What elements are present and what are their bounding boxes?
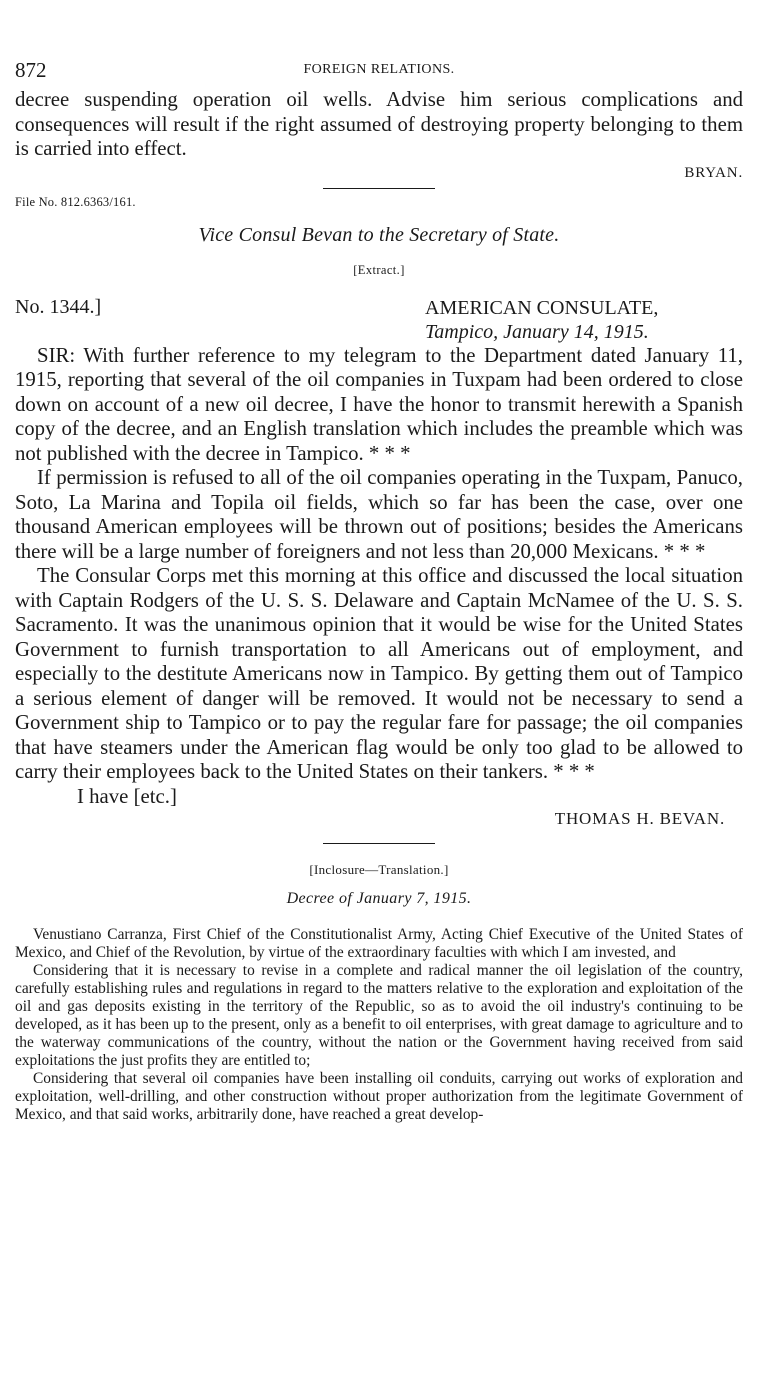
bevan-signature: THOMAS H. BEVAN. [554, 808, 725, 828]
continuation-text: decree suspending operation oil wells. Advise him serious complications and consequences will result if the right assumed of destroying property belonging to them is carried into effect. [15, 88, 743, 160]
continuation-block [15, 88, 743, 162]
letter-body [15, 344, 743, 785]
decree-paragraph: Considering that it is necessary to revise in a complete and radical manner the oil legislation of the country, carefully establishing rules and regulations in regard to the matters relative to the exploration and exploitation of the oil and gas deposits existing in the territory of the Republic, so as to avoid the oil industry's continuing to be developed, as it has been up to the present, only as a benefit to oil enterprises, with great damage to agriculture and to the waterway communications of the country, without the nation or the Government having received from said exploitations the just profits they are entitled to; [15, 961, 743, 1069]
document-title: Vice Consul Bevan to the Secretary of State. [198, 223, 560, 246]
decree-paragraph: Considering that several oil companies have been installing oil conduits, carrying out works of exploration and exploitation, well-drilling, and other construction without proper authorization from the legitimate Government of Mexico, and that said works, arbitrarily done, have reached a great develop- [15, 1069, 743, 1123]
section-divider [323, 188, 435, 189]
consulate-name: AMERICAN CONSULATE, [425, 296, 659, 319]
letter-closing: I have [etc.] [77, 784, 177, 808]
extract-note: [Extract.] [353, 262, 405, 277]
letter-paragraph: The Consular Corps met this morning at this office and discussed the local situation with Captain Rodgers of the U. S. S. Delaware and Captain McNamee of the U. S. S. Sacramento. It was the unanimous opinion that it would be wise for the United States Government to furnish transportation to all Americans out of employment, and especially to the destitute Americans now in Tampico. By getting them out of Tampico a serious element of danger will be removed. It would not be necessary to send a Government ship to Tampico or to pay the regular fare for passage; the oil companies that have steamers under the American flag would be only too glad to be allowed to carry their employees back to the United States on their tankers. * * * [15, 564, 743, 783]
decree-title: Decree of January 7, 1915. [286, 889, 472, 907]
letter-heading [15, 288, 743, 344]
consulate-address [425, 296, 658, 344]
page-header [15, 58, 743, 88]
document-page [15, 58, 743, 1124]
dispatch-number: No. 1344.] [15, 295, 102, 318]
decree-body [15, 926, 743, 1124]
inclosure-note: [Inclosure—Translation.] [309, 861, 449, 877]
letter-paragraph: If permission is refused to all of the oil companies operating in the Tuxpam, Panuco, Soto, La Marina and Topila oil fields, which so far has been the case, over one thousand American employees will be thrown out of positions; besides the Americans there will be a large number of foreigners and not less than 20,000 Mexicans. * * * [15, 466, 743, 563]
letter-closing-block [15, 785, 743, 837]
bryan-signature: BRYAN. [684, 164, 743, 181]
section-divider [323, 843, 435, 844]
place-date: Tampico, January 14, 1915. [425, 320, 649, 343]
file-number: File No. 812.6363/161. [15, 194, 136, 209]
page-number: 872 [15, 58, 47, 82]
running-head: FOREIGN RELATIONS. [303, 62, 455, 77]
decree-paragraph: Venustiano Carranza, First Chief of the Constitutionalist Army, Acting Chief Executive of the United States of Mexico, and Chief of the Revolution, by virtue of the extraordinary faculties with which I am invested, and [15, 925, 743, 961]
letter-paragraph: SIR: With further reference to my telegram to the Department dated January 11, 1915, reporting that several of the oil companies in Tuxpam had been ordered to close down on account of a new oil decree, I have the honor to transmit herewith a Spanish copy of the decree, and an English translation which includes the preamble which was not published with the decree in Tampico. * * * [15, 343, 743, 465]
